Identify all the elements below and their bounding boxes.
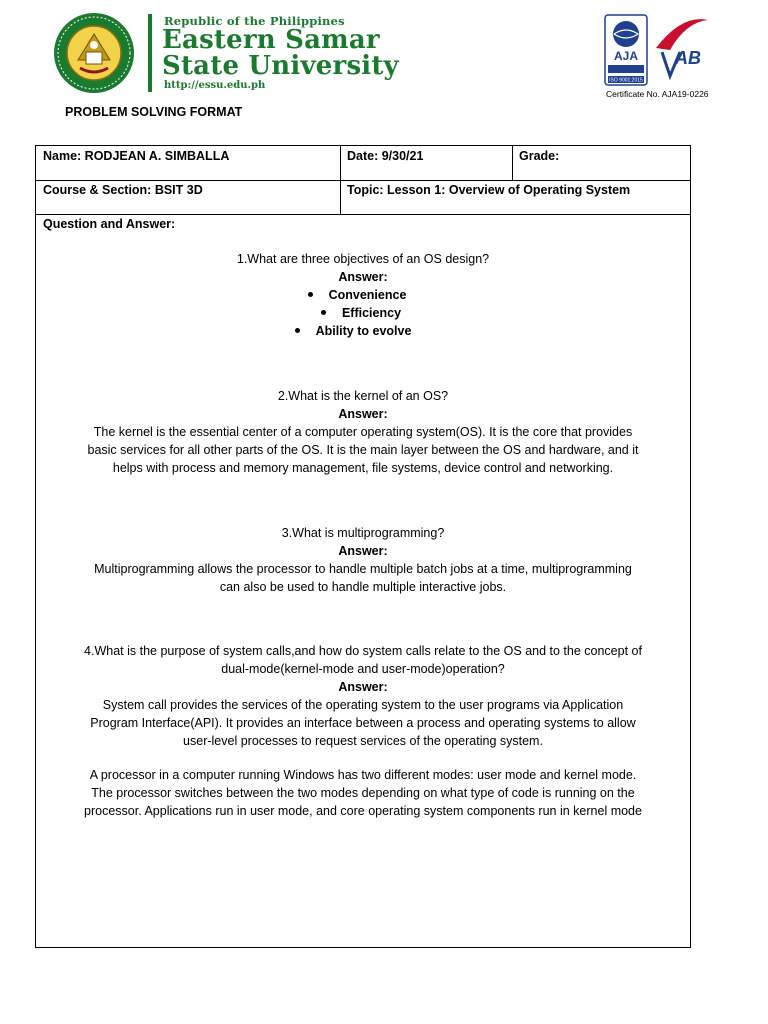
question-2-block — [36, 387, 690, 477]
bullet-icon — [308, 292, 313, 297]
svg-text:ISO 9001:2015: ISO 9001:2015 — [609, 77, 643, 84]
answer-label: Answer: — [338, 270, 388, 284]
answer-4-line: The processor switches between the two modes depending on what type of code is running on the — [91, 786, 635, 800]
answer-3-line: Multiprogramming allows the processor to handle multiple batch jobs at a time, multiprogramming — [94, 562, 632, 576]
answer-3-line: can also be used to handle multiple interactive jobs. — [219, 580, 507, 594]
question-1-block — [36, 250, 690, 340]
answer-4-line: user-level processes to request services of the operating system. — [183, 734, 543, 748]
answer-4-line: System call provides the services of the operating system to the user programs via Application — [102, 698, 624, 712]
problem-solving-form — [35, 145, 691, 948]
header-divider — [148, 14, 152, 92]
list-item: Efficiency — [32, 304, 690, 322]
answer-4-line: A processor in a computer running Windows has two different modes: user mode and kernel mode. — [89, 768, 637, 782]
question-1-text: 1.What are three objectives of an OS design? — [236, 252, 490, 266]
answer-4-line: processor. Applications run in user mode, and core operating system components run in kernel mode — [84, 804, 642, 818]
answer-4-line: Program Interface(API). It provides an interface between a process and operating systems to allow — [90, 716, 636, 730]
certificate-number: Certificate No. AJA19-0226 — [606, 89, 709, 99]
question-4-text: dual-mode(kernel-mode and user-mode)operation? — [221, 662, 505, 676]
topic-field: Topic: Lesson 1: Overview of Operating System — [347, 183, 631, 197]
question-4-text: 4.What is the purpose of system calls,and how do system calls relate to the OS and to the concept of — [84, 644, 642, 658]
document-title: PROBLEM SOLVING FORMAT — [65, 105, 243, 119]
question-3-block — [36, 524, 690, 596]
university-name-line2: State University — [162, 51, 399, 81]
answer-2-line: The kernel is the essential center of a computer operating system(OS). It is the core that provides — [93, 425, 633, 439]
republic-label: Republic of the Philippines — [164, 14, 345, 28]
qa-label: Question and Answer: — [43, 217, 176, 231]
university-seal-logo — [48, 12, 140, 94]
svg-text:AJA: AJA — [613, 49, 639, 63]
answer-2-line: helps with process and memory management, file systems, device control and networking. — [112, 461, 614, 475]
university-name-line1: Eastern Samar — [162, 25, 380, 55]
name-field: Name: RODJEAN A. SIMBALLA — [43, 149, 230, 163]
jab-accreditation-logo — [652, 14, 710, 86]
date-field: Date: 9/30/21 — [347, 149, 424, 163]
course-section-field: Course & Section: BSIT 3D — [43, 183, 203, 197]
answer-1-bullets — [36, 286, 690, 340]
bullet-icon — [321, 310, 326, 315]
grade-field: Grade: — [519, 149, 560, 163]
university-url: http://essu.edu.ph — [164, 80, 266, 91]
row-divider — [36, 214, 690, 215]
svg-text:AB: AB — [675, 48, 701, 68]
answer-2-line: basic services for all other parts of the OS. It is the main layer between the OS and hardware, and it — [87, 443, 639, 457]
aja-certification-logo — [604, 14, 648, 86]
answer-label: Answer: — [338, 680, 388, 694]
list-item: Convenience — [24, 286, 690, 304]
list-item: Ability to evolve — [16, 322, 690, 340]
question-3-text: 3.What is multiprogramming? — [281, 526, 445, 540]
question-4-block — [36, 642, 690, 820]
question-2-text: 2.What is the kernel of an OS? — [277, 389, 449, 403]
answer-label: Answer: — [338, 407, 388, 421]
bullet-icon — [295, 328, 300, 333]
answer-label: Answer: — [338, 544, 388, 558]
